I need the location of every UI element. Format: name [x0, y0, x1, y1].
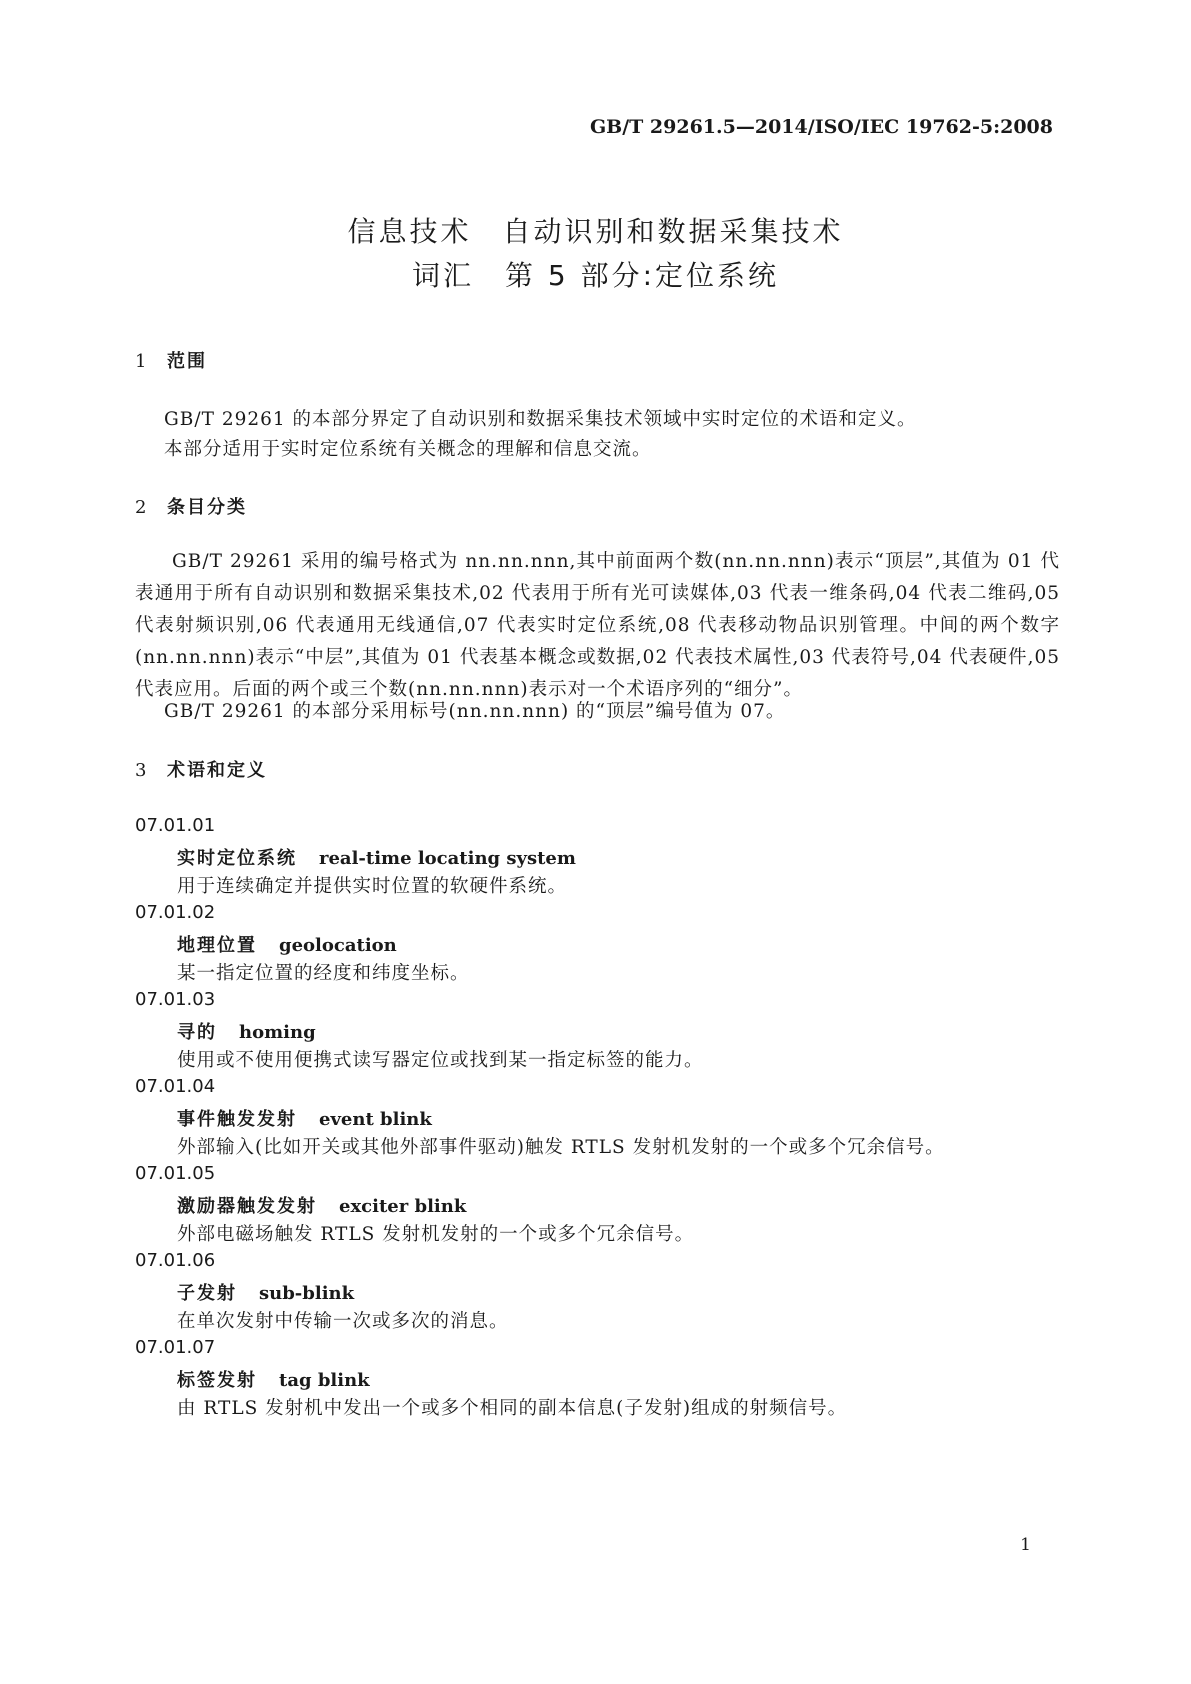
term-number: 07.01.07 [135, 1337, 216, 1358]
term-zh: 激励器触发发射 [177, 1196, 317, 1217]
scope-paragraph-1: GB/T 29261 的本部分界定了自动识别和数据采集技术领域中实时定位的术语和定义。 [164, 409, 917, 430]
term-number: 07.01.01 [135, 815, 216, 836]
term-name [177, 844, 576, 870]
term-definition: 外部输入(比如开关或其他外部事件驱动)触发 RTLS 发射机发射的一个或多个冗余信号。 [177, 1137, 945, 1158]
term-zh: 事件触发发射 [177, 1109, 297, 1130]
term-en: tag blink [279, 1370, 370, 1391]
term-zh: 地理位置 [177, 935, 257, 956]
term-zh: 子发射 [177, 1283, 237, 1304]
page-number: 1 [1020, 1535, 1031, 1555]
scope-paragraph-2: 本部分适用于实时定位系统有关概念的理解和信息交流。 [164, 439, 652, 460]
term-name [177, 1018, 316, 1044]
term-en: sub-blink [259, 1283, 355, 1304]
term-definition: 外部电磁场触发 RTLS 发射机发射的一个或多个冗余信号。 [177, 1224, 695, 1245]
document-title-line-2: 词汇 第 5 部分:定位系统 [411, 259, 780, 292]
classification-paragraph-1: GB/T 29261 采用的编号格式为 nn.nn.nnn,其中前面两个数(nn.nn.nnn)表示“顶层”,其值为 01 代表通用于所有自动识别和数据采集技术,02 代表用于所有光可读媒体,03 代表一维条码,04 代表二维码,05 代表射频识别,06 代表通用无线通信,07 代表实时定位系统,08 代表移动物品识别管理。中间的两个数字(nn.nn.nnn)表示“中层”,其值为 01 代表基本概念或数据,02 代表技术属性,03 代表符号,04 代表硬件,05 代表应用。后面的两个或三个数(nn.nn.nnn)表示对一个术语序列的“细分”。 [135, 551, 1060, 700]
term-number: 07.01.04 [135, 1076, 216, 1097]
section-1-heading [135, 347, 207, 373]
term-name [177, 1105, 432, 1131]
term-en: exciter blink [339, 1196, 467, 1217]
term-en: homing [239, 1022, 316, 1043]
term-name [177, 931, 397, 957]
term-number: 07.01.06 [135, 1250, 216, 1271]
term-zh: 寻的 [177, 1022, 217, 1043]
section-number: 3 [135, 760, 147, 781]
term-number: 07.01.02 [135, 902, 216, 923]
section-title: 范围 [167, 351, 207, 372]
term-name [177, 1279, 354, 1305]
classification-paragraph-2: GB/T 29261 的本部分采用标号(nn.nn.nnn) 的“顶层”编号值为 07。 [164, 701, 786, 722]
term-number: 07.01.05 [135, 1163, 216, 1184]
term-name [177, 1366, 370, 1392]
term-definition: 在单次发射中传输一次或多次的消息。 [177, 1311, 509, 1332]
term-zh: 实时定位系统 [177, 848, 297, 869]
section-title: 术语和定义 [167, 760, 267, 781]
term-en: event blink [319, 1109, 432, 1130]
term-en: geolocation [279, 935, 397, 956]
term-number: 07.01.03 [135, 989, 216, 1010]
term-definition: 用于连续确定并提供实时位置的软硬件系统。 [177, 876, 568, 897]
document-title-line-1: 信息技术 自动识别和数据采集技术 [347, 215, 844, 248]
section-3-heading [135, 756, 267, 782]
section-number: 1 [135, 351, 147, 372]
term-name [177, 1192, 466, 1218]
section-number: 2 [135, 497, 147, 518]
term-definition: 使用或不使用便携式读写器定位或找到某一指定标签的能力。 [177, 1050, 704, 1071]
term-definition: 由 RTLS 发射机中发出一个或多个相同的副本信息(子发射)组成的射频信号。 [177, 1398, 848, 1419]
section-2-heading [135, 493, 247, 519]
term-zh: 标签发射 [177, 1370, 257, 1391]
section-title: 条目分类 [167, 497, 247, 518]
term-en: real-time locating system [319, 848, 576, 869]
standard-code: GB/T 29261.5—2014/ISO/IEC 19762-5:2008 [589, 116, 1053, 138]
term-definition: 某一指定位置的经度和纬度坐标。 [177, 963, 470, 984]
